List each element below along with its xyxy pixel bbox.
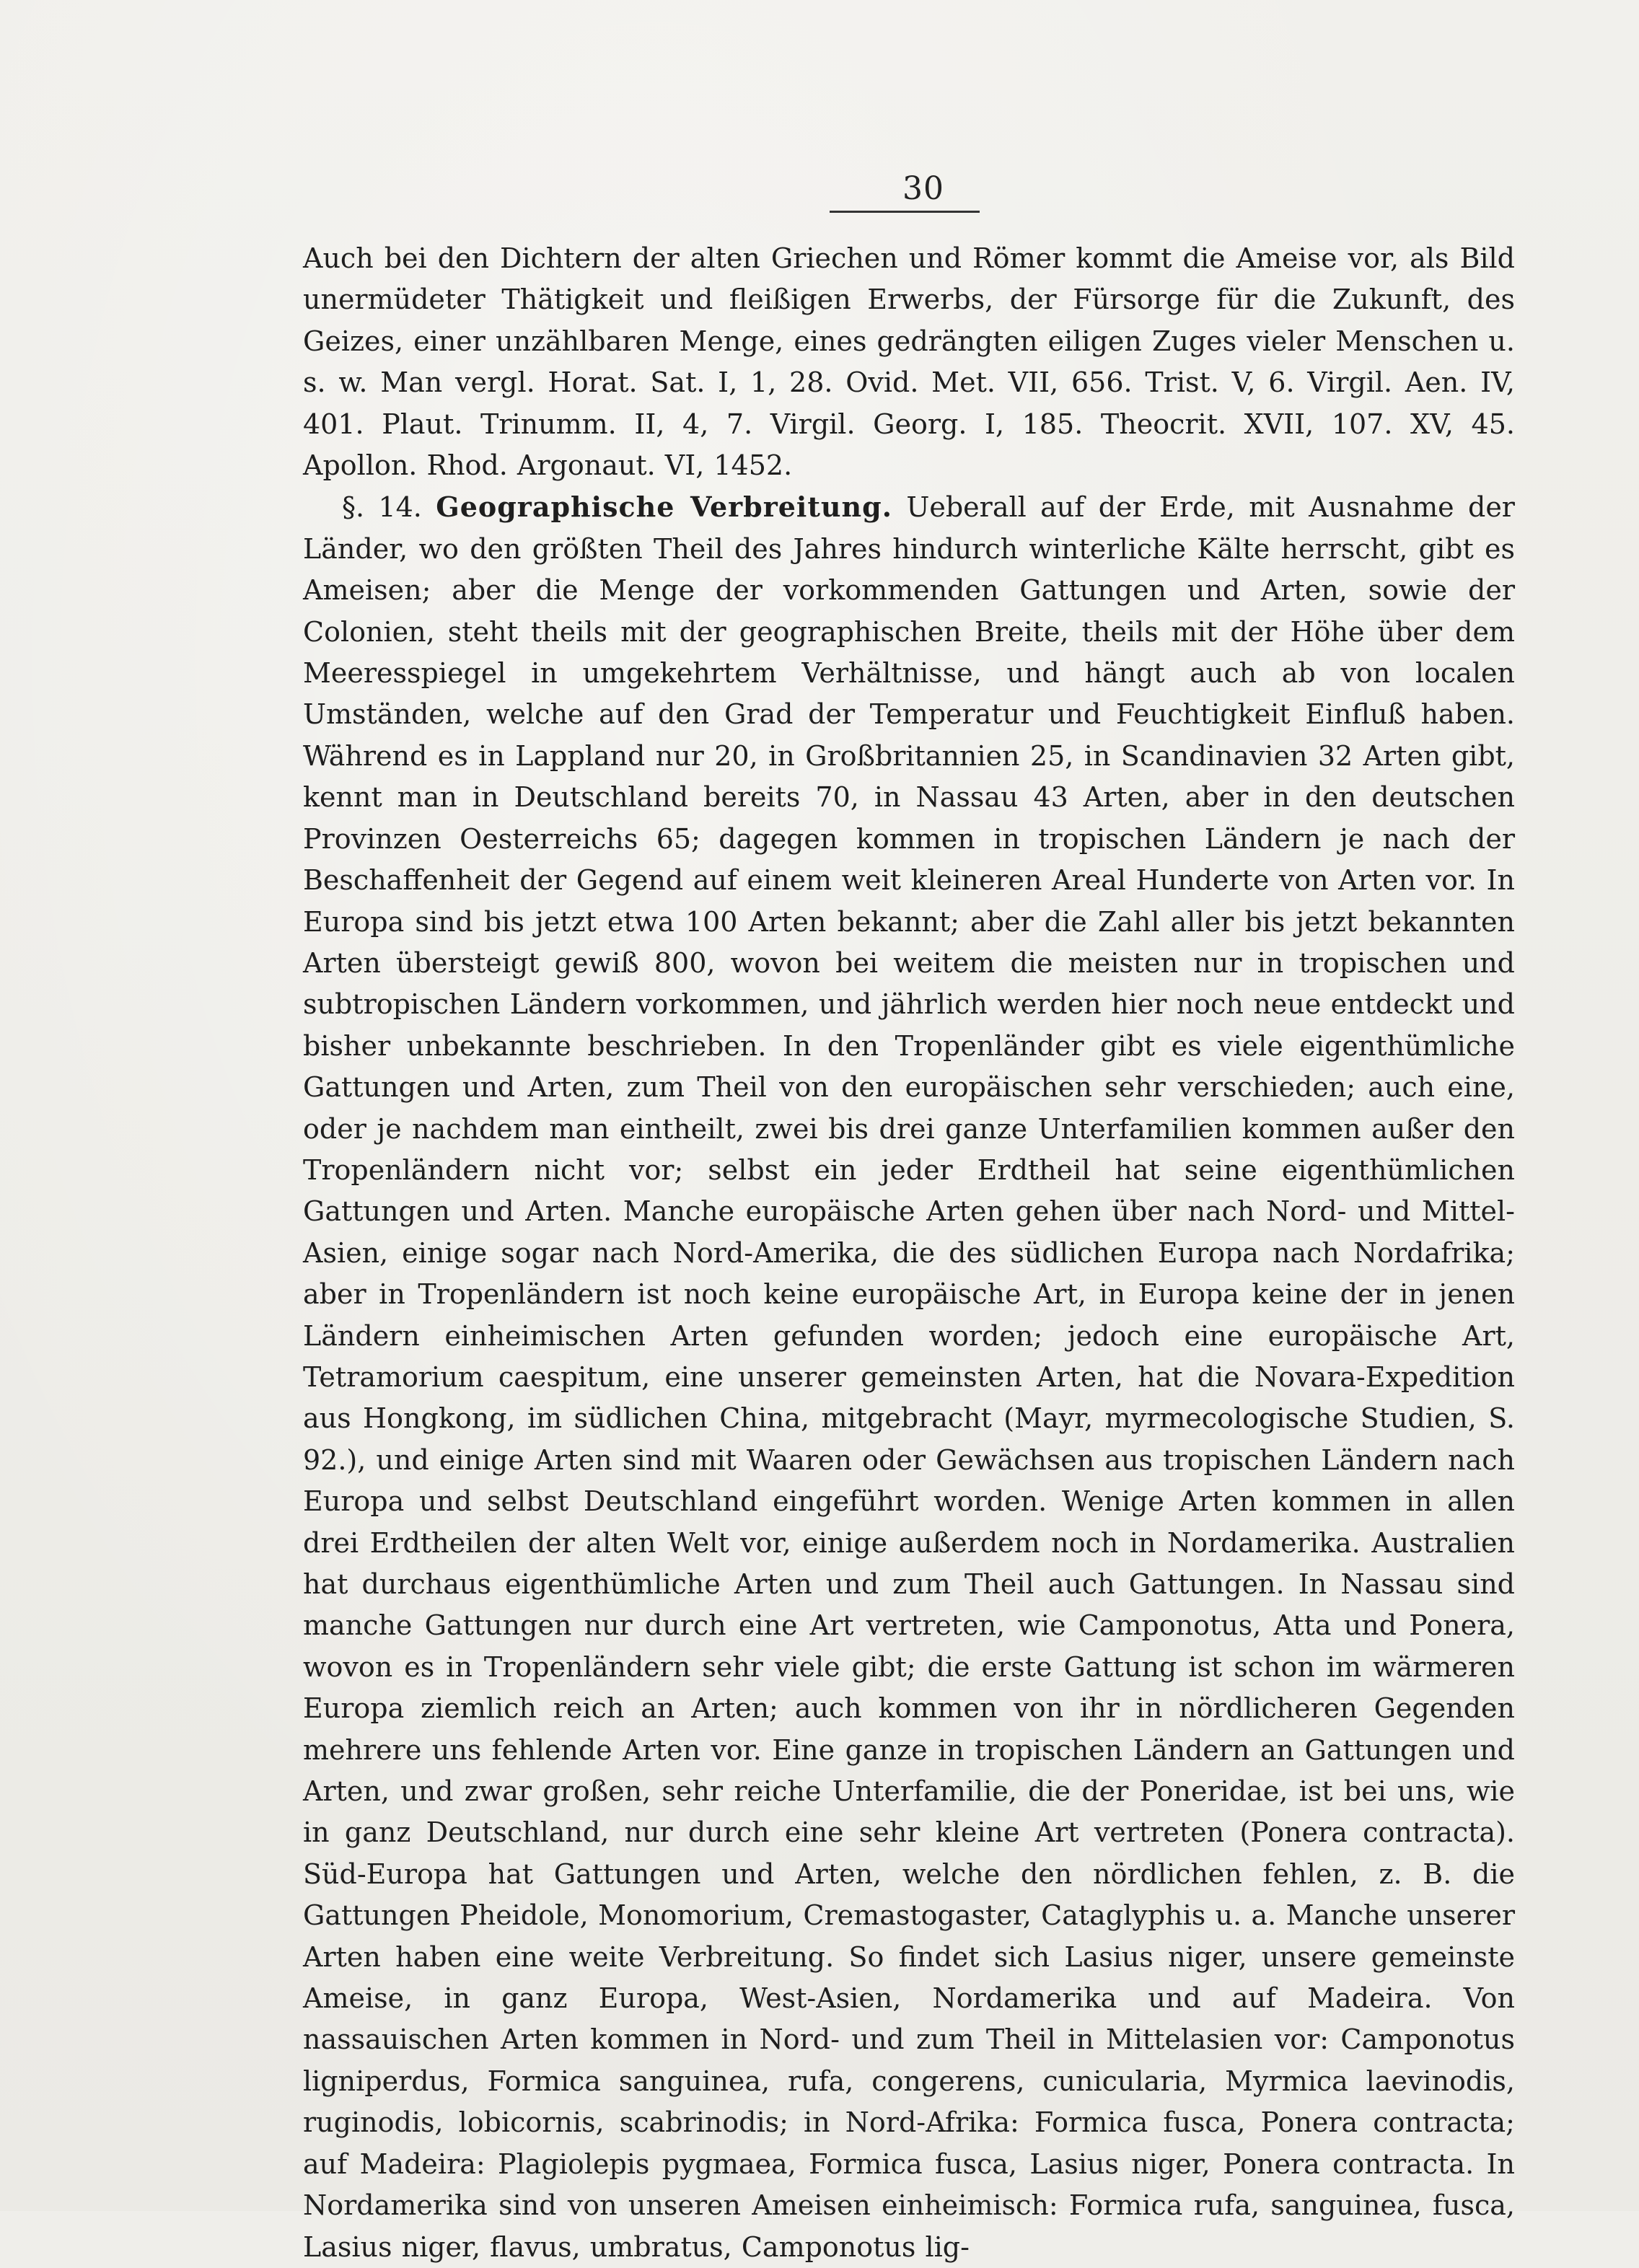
page-number-rule <box>830 211 980 213</box>
paragraph-section-14 <box>303 486 1515 2267</box>
body-text <box>303 238 1515 2268</box>
section-number: §. 14. <box>342 491 422 524</box>
page-number: 30 <box>902 170 944 207</box>
paragraph-poets <box>303 238 1515 486</box>
section-heading: Geographische Verbreitung. <box>436 491 892 524</box>
paragraph-text: Ueberall auf der Erde, mit Ausnahme der Länder, wo den größten Theil des Jahres hindurch winterliche Kälte herrscht, gibt es Ameisen; aber die Menge der vorkommenden Gattungen und Arten, sowie der Colonien, steht theils mit der geographischen Breite, theils mit der Höhe über dem Meeresspiegel in umgekehrtem Verhältnisse, und hängt auch ab von localen Umständen, welche auf den Grad der Temperatur und Feuchtigkeit Einfluß haben. Während es in Lappland nur 20, in Großbritannien 25, in Scandinavien 32 Arten gibt, kennt man in Deutschland bereits 70, in Nassau 43 Arten, aber in den deutschen Provinzen Oesterreichs 65; dagegen kommen in tropischen Ländern je nach der Beschaffenheit der Gegend auf einem weit kleineren Areal Hunderte von Arten vor. In Europa sind bis jetzt etwa 100 Arten bekannt; aber die Zahl aller bis jetzt bekannten Arten übersteigt gewiß 800, wovon bei weitem die meisten nur in tropischen und subtropischen Ländern vorkommen, und jährlich werden hier noch neue entdeckt und bisher unbekannte beschrieben. In den Tropenländer gibt es viele eigenthümliche Gattungen und Arten, zum Theil von den europäischen sehr verschieden; auch eine, oder je nachdem man eintheilt, zwei bis drei ganze Unterfamilien kommen außer den Tropenländern nicht vor; selbst ein jeder Erdtheil hat seine eigenthümlichen Gattungen und Arten. Manche europäische Arten gehen über nach Nord- und Mittel-Asien, einige sogar nach Nord-Amerika, die des südlichen Europa nach Nordafrika; aber in Tropenländern ist noch keine europäische Art, in Europa keine der in jenen Ländern einheimischen Arten gefunden worden; jedoch eine europäische Art, Tetramorium caespitum, eine unserer gemeinsten Arten, hat die Novara-Expedition aus Hongkong, im südlichen China, mitgebracht (Mayr, myrmecologische Studien, S. 92.), und einige Arten sind mit Waaren oder Gewächsen aus tropischen Ländern nach Europa und selbst Deutschland eingeführt worden. Wenige Arten kommen in allen drei Erdtheilen der alten Welt vor, einige außerdem noch in Nordamerika. Australien hat durchaus eigenthümliche Arten und zum Theil auch Gattungen. In Nassau sind manche Gattungen nur durch eine Art vertreten, wie Camponotus, Atta und Ponera, wovon es in Tropenländern sehr viele gibt; die erste Gattung ist schon im wärmeren Europa ziemlich reich an Arten; auch kommen von ihr in nördlicheren Gegenden mehrere uns fehlende Arten vor. Eine ganze in tropischen Ländern an Gattungen und Arten, und zwar großen, sehr reiche Unterfamilie, die der Poneridae, ist bei uns, wie in ganz Deutschland, nur durch eine sehr kleine Art vertreten (Ponera contracta). Süd-Europa hat Gattungen und Arten, welche den nördlichen fehlen, z. B. die Gattungen Pheidole, Monomorium, Cremastogaster, Cataglyphis u. a. Manche unserer Arten haben eine weite Verbreitung. So findet sich Lasius niger, unsere gemeinste Ameise, in ganz Europa, West-Asien, Nordamerika und auf Madeira. Von nassauischen Arten kommen in Nord- und zum Theil in Mittelasien vor: Camponotus ligniperdus, Formica sanguinea, rufa, congerens, cunicularia, Myrmica laevinodis, ruginodis, lobicornis, scabrinodis; in Nord-Afrika: Formica fusca, Ponera contracta; auf Madeira: Plagiolepis pygmaea, Formica fusca, Lasius niger, Ponera contracta. In Nordamerika sind von unseren Ameisen einheimisch: Formica rufa, sanguinea, fusca, Lasius niger, flavus, umbratus, Camponotus lig- <box>303 491 1515 2263</box>
paragraph-text: Auch bei den Dichtern der alten Griechen und Römer kommt die Ameise vor, als Bild unermüdeter Thätigkeit und fleißigen Erwerbs, der Fürsorge für die Zukunft, des Geizes, einer unzählbaren Menge, eines gedrängten eiligen Zuges vieler Menschen u. s. w. Man vergl. Horat. Sat. I, 1, 28. Ovid. Met. VII, 656. Trist. V, 6. Virgil. Aen. IV, 401. Plaut. Trinumm. II, 4, 7. Virgil. Georg. I, 185. Theocrit. XVII, 107. XV, 45. Apollon. Rhod. Argonaut. VI, 1452. <box>303 242 1515 482</box>
